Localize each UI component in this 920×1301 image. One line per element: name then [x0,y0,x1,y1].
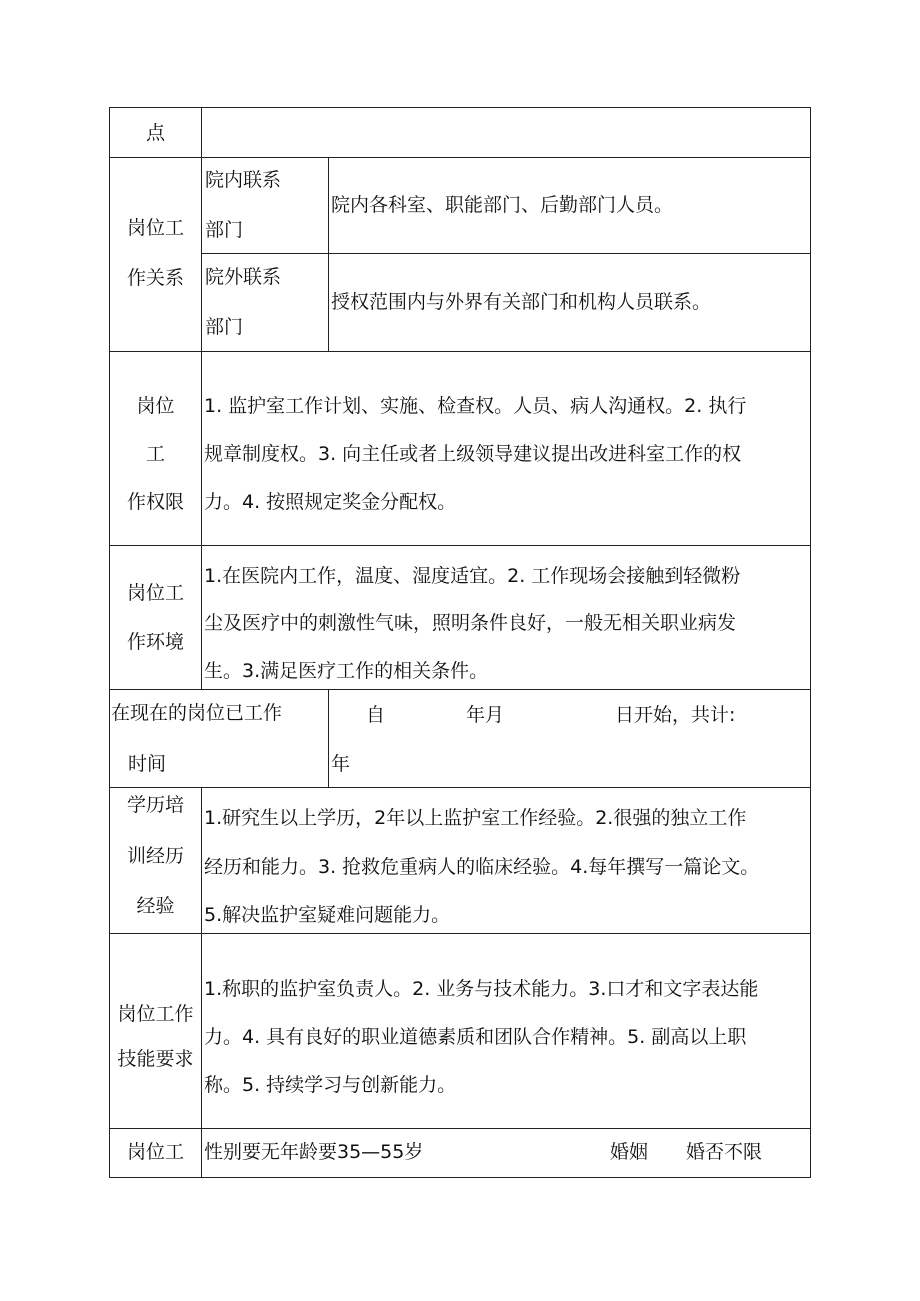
authority-text: 规章制度权。3. 向主任或者上级领导建议提出改进科室工作的权 [204,443,742,465]
table-border-bottom [109,1177,811,1178]
row-label-education: 训经历 [126,845,184,867]
outside-contact-label: 院外联系 [205,266,282,288]
row-label-education: 经验 [136,895,175,917]
row-divider [109,787,811,788]
education-text: 经历和能力。3. 抢救危重病人的临床经验。4.每年撰写一篇论文。 [204,856,760,878]
row-label-authority: 工 [145,443,165,465]
authority-text: 力。4. 按照规定奖金分配权。 [204,491,457,513]
row-label-environment: 岗位工 [126,582,184,604]
tenure-zi: 自 [366,704,386,726]
skills-text: 1.称职的监护室负责人。2. 业务与技术能力。3.口才和文字表达能 [204,978,759,1000]
environment-text: 1.在医院内工作，温度、湿度适宜。2. 工作现场会接触到轻微粉 [204,565,741,587]
inside-contact-label: 院内联系 [205,169,282,191]
row-divider [109,545,811,546]
outside-contact-value: 授权范围内与外界有关部门和机构人员联系。 [331,291,712,313]
row-label-environment: 作环境 [126,631,184,653]
row-divider [109,933,811,934]
column-divider [328,157,329,351]
row-label-tenure: 在现在的岗位已工作 [111,702,283,724]
row-label-relation: 作关系 [126,267,184,289]
skills-text: 称。5. 持续学习与创新能力。 [204,1074,457,1096]
row-label-skills: 技能要求 [117,1048,194,1070]
inside-contact-value: 院内各科室、职能部门、后勤部门人员。 [331,194,674,216]
environment-text: 尘及医疗中的刺激性气味，照明条件良好，一般无相关职业病发 [204,612,737,634]
tenure-nian-yue: 年月 [466,704,505,726]
row-divider [109,1128,811,1129]
education-text: 1.研究生以上学历，2年以上监护室工作经验。2.很强的独立工作 [204,807,747,829]
row-label-authority: 岗位 [136,395,175,417]
row-label-skills: 岗位工作 [117,1003,194,1025]
column-divider [328,689,329,787]
row-divider [201,253,811,254]
outside-contact-label: 部门 [205,316,244,338]
education-text: 5.解决监护室疑难问题能力。 [204,904,451,926]
row-label-education: 学历培 [126,794,184,816]
marriage-label: 婚姻 [610,1141,649,1163]
row-label-tenure: 时间 [128,753,167,775]
row-label-dian: 点 [145,122,165,144]
marriage-value: 婚否不限 [686,1141,763,1163]
table-border-right [810,107,811,1178]
environment-text: 生。3.满足医疗工作的相关条件。 [204,660,489,682]
row-label-authority: 作权限 [126,491,184,513]
inside-contact-label: 部门 [205,219,244,241]
skills-text: 力。4. 具有良好的职业道德素质和团队合作精神。5. 副高以上职 [204,1026,747,1048]
authority-text: 1. 监护室工作计划、实施、检查权。人员、病人沟通权。2. 执行 [204,395,747,417]
table-border-top [109,107,811,108]
tenure-ri-kaishi: 日开始，共计: [615,704,736,726]
tenure-nian: 年 [331,753,351,775]
row-label-requirements: 岗位工 [126,1141,184,1163]
column-divider [201,787,202,1178]
row-divider [109,157,811,158]
row-divider [109,351,811,352]
row-label-relation: 岗位工 [126,217,184,239]
row-divider [109,689,811,690]
column-divider [201,107,202,689]
gender-age-text: 性别要无年龄要35—55岁 [204,1141,424,1163]
